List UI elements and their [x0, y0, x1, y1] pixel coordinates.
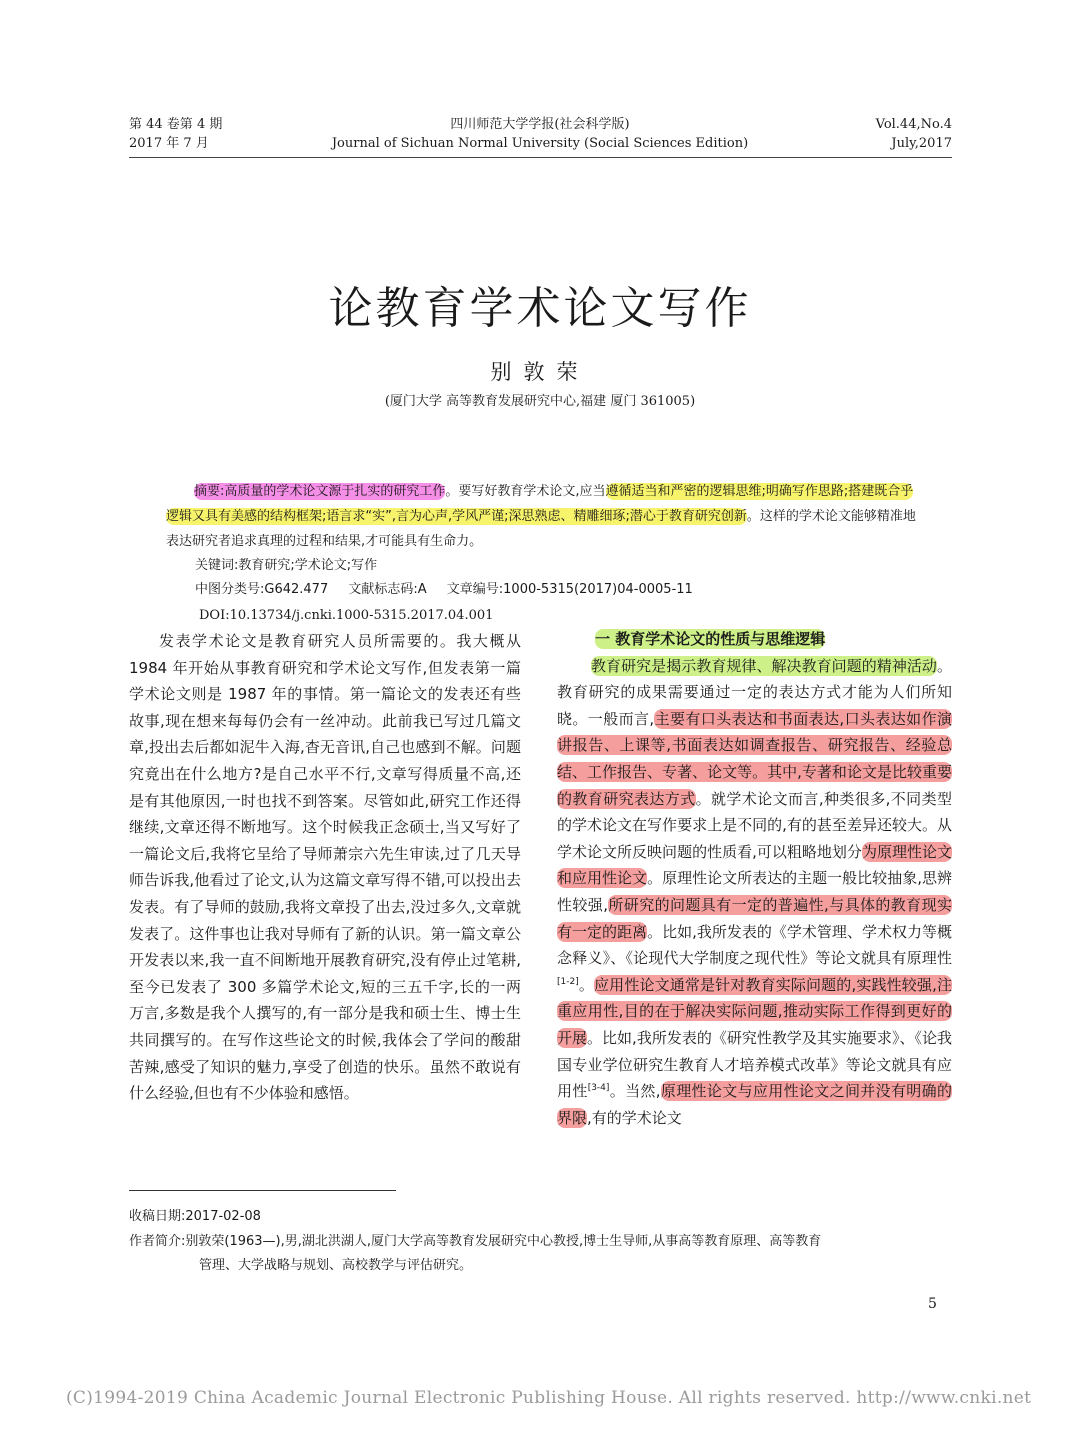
footnote-rule — [129, 1190, 396, 1191]
author-name: 别敦荣 — [490, 360, 590, 384]
body-text: ,有的学术论文 — [587, 1108, 682, 1127]
left-column — [129, 628, 521, 1107]
date-en: July,2017 — [891, 136, 952, 151]
received-date: 收稿日期:2017-02-08 — [129, 1209, 261, 1224]
highlight-green: 教育研究是揭示教育规律、解决教育问题的精神活动 — [591, 656, 937, 675]
volume-en: Vol.44,No.4 — [875, 117, 952, 132]
journal-name — [300, 115, 780, 153]
issue-volume: 第 44 卷第 4 期 — [129, 117, 223, 132]
journal-issue — [129, 115, 222, 153]
page-number: 5 — [928, 1296, 937, 1312]
clc-number: 中图分类号:G642.477 — [195, 582, 329, 597]
highlight-red: 主要有口头表达和书面表达,口头表达如作演讲报告、上课等,书面表达如调查报告、研究报告、经验总结、工作报告、专著、论文等。其中,专著和论文是比较重要的教育研究表达方式 — [557, 709, 952, 808]
highlight-red: 为原理性论文和应用性论文 — [557, 842, 952, 888]
abstract — [166, 479, 918, 554]
right-column — [557, 626, 952, 1131]
body-text: 。就学术论文而言,种类很多,不同类型的学术论文在写作要求上是不同的,有的甚至差异还较大。从学术论文所反映问题的性质看,可以粗略地划分 — [557, 789, 952, 861]
citation-ref: [1-2] — [557, 976, 579, 987]
highlight-yellow: 遵循适当和严密的逻辑思维;明确写作思路;搭建既合乎逻辑又具有美感的结构框架;语言求“实”,言为心声,学风严谨;深思熟虑、精雕细琢;潜心于教育研究创新 — [166, 484, 914, 524]
section-paragraph — [557, 653, 952, 1132]
body-text: 。比如,我所发表的《研究性教学及其实施要求》、《论我国专业学位研究生教育人才培养模式改革》等论文就具有应用性 — [557, 1028, 952, 1101]
highlight-red: 原理性论文与应用性论文之间并没有明确的界限 — [557, 1082, 952, 1127]
citation-ref: [3-4] — [587, 1083, 610, 1094]
issue-date: 2017 年 7 月 — [129, 136, 209, 151]
body-text: 。原理性论文所表达的主题一般比较抽象,思辨性较强, — [557, 869, 952, 914]
body-text: 。当然, — [609, 1082, 661, 1101]
classification — [195, 578, 709, 602]
highlight-red: 所研究的问题具有一定的普遍性,与具体的教育现实有一定的距离 — [557, 895, 952, 941]
body-text: 。 — [578, 975, 595, 994]
journal-name-cn: 四川师范大学学报(社会科学版) — [450, 117, 630, 132]
article-title: 论教育学术论文写作 — [328, 283, 752, 334]
abstract-text: 。要写好教育学术论文,应当 — [445, 484, 606, 499]
highlight-red: 应用性论文通常是针对教育实际问题的,实践性较强,注重应用性,目的在于解决实际问题,推动实际工作得到更好的开展 — [557, 975, 952, 1047]
section-heading — [557, 626, 952, 653]
abstract-text-end: 。这样的学术论文能够精准地表达研究者追求真理的过程和结果,才可能具有生命力。 — [166, 509, 916, 549]
article-number: 文章编号:1000-5315(2017)04-0005-11 — [446, 582, 693, 597]
author-bio — [129, 1230, 952, 1278]
journal-volume-en — [876, 115, 952, 153]
keywords: 关键词:教育研究;学术论文;写作 — [195, 558, 378, 573]
body-text: 。比如,我所发表的《学术管理、学术权力等概念释义》、《论现代大学制度之现代性》等论文就具有原理性 — [557, 922, 952, 968]
author-affiliation: (厦门大学 高等教育发展研究中心,福建 厦门 361005) — [384, 394, 696, 409]
author-bio-line1: 作者简介:别敦荣(1963—),男,湖北洪湖人,厦门大学高等教育发展研究中心教授,博士生导师,从事高等教育原理、高等教育 — [129, 1234, 822, 1249]
header-rule — [129, 157, 952, 158]
doi: DOI:10.13734/j.cnki.1000-5315.2017.04.001 — [199, 608, 494, 623]
document-code: 文献标志码:A — [348, 582, 427, 597]
journal-name-en: Journal of Sichuan Normal University (Social Sciences Edition) — [331, 136, 749, 151]
highlight-pink: 摘要:高质量的学术论文源于扎实的研究工作 — [194, 484, 446, 499]
intro-paragraph: 发表学术论文是教育研究人员所需要的。我大概从 1984 年开始从事教育研究和学术论文写作,但发表第一篇学术论文则是 1987 年的事情。第一篇论文的发表还有些故事,现在想来每每仍会有一丝冲动。此前我已写过几篇文章,投出去后都如泥牛入海,杳无音讯,自己也感到不解。问题究竟出在什么地方?是自己水平不行,文章写得质量不高,还是有其他原因,一时也找不到答案。尽管如此,研究工作还得继续,文章还得不断地写。这个时候我正念硕士,当又写好了一篇论文后,我将它呈给了导师萧宗六先生审读,过了几天导师告诉我,他看过了论文,认为这篇文章写得不错,可以投出去发表。有了导师的鼓励,我将文章投了出去,没过多久,文章就发表了。这件事也让我对导师有了新的认识。第一篇文章公开发表以来,我一直不间断地开展教育研究,没有停止过笔耕,至今已发表了 300 多篇学术论文,短的三五千字,长的一两万言,多数是我个人撰写的,有一部分是我和硕士生、博士生共同撰写的。在写作这些论文的时候,我体会了学问的酸甜苦辣,感受了知识的魅力,享受了创造的快乐。虽然不敢说有什么经验,但也有不少体验和感悟。 — [129, 632, 521, 1103]
body-text: 。教育研究的成果需要通过一定的表达方式才能为人们所知晓。一般而言, — [557, 656, 952, 728]
copyright-notice: (C)1994-2019 China Academic Journal Electronic Publishing House. All rights reserved. http://www.cnki.net — [66, 1388, 1032, 1408]
author-bio-line2: 管理、大学战略与规划、高校教学与评估研究。 — [199, 1258, 473, 1273]
highlight-green-heading: 一 教育学术论文的性质与思维逻辑 — [595, 630, 826, 648]
